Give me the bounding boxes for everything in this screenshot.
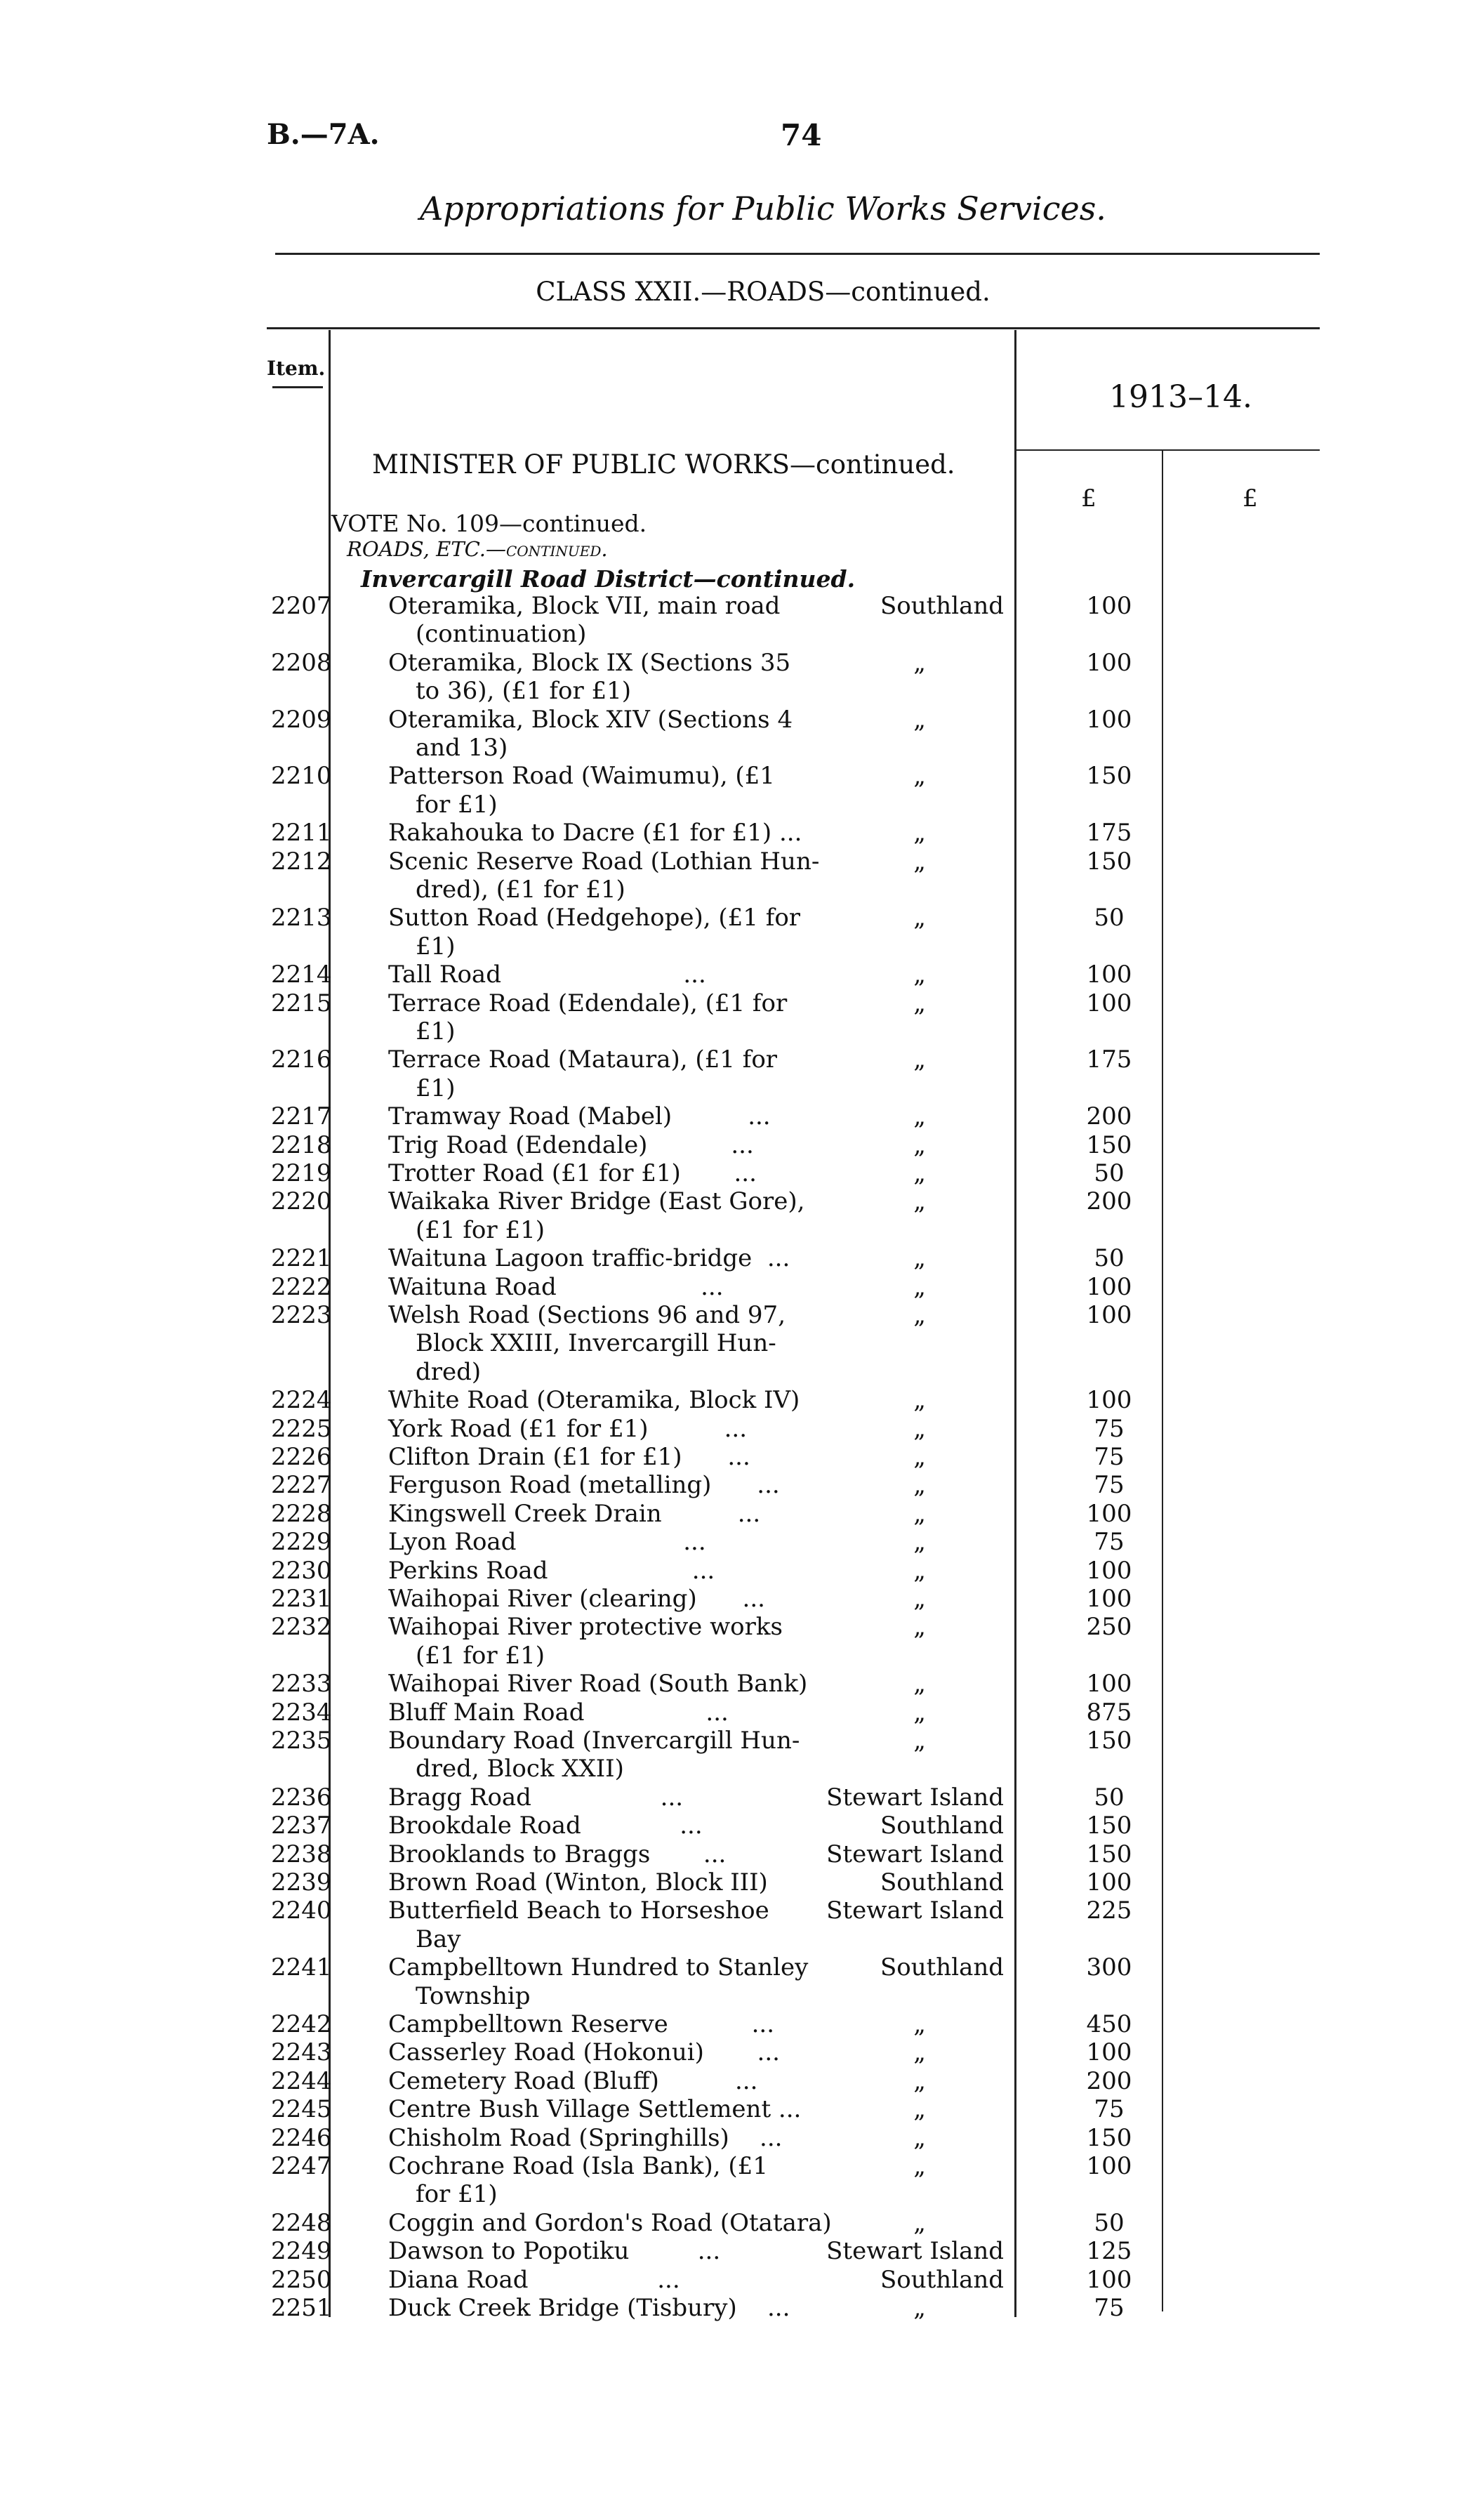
item-number: 2234 xyxy=(271,1698,332,1727)
item-amount: 100 xyxy=(1086,1301,1132,1329)
item-amount: 150 xyxy=(1086,2123,1132,2152)
item-district: „ xyxy=(913,1499,926,1528)
item-amount: 100 xyxy=(1086,1556,1132,1585)
table-row xyxy=(0,1045,1484,1102)
item-description: Perkins Road ... xyxy=(388,1556,715,1585)
item-description-continuation: £1) xyxy=(416,1017,456,1045)
item-amount: 200 xyxy=(1086,1187,1132,1216)
item-number: 2243 xyxy=(271,2038,332,2067)
item-number: 2224 xyxy=(271,1386,332,1415)
item-description: Dawson to Popotiku ... xyxy=(388,2237,721,2266)
class-heading: CLASS XXII.—ROADS—continued. xyxy=(536,277,991,307)
table-row xyxy=(0,1443,1484,1471)
item-description: Casserley Road (Hokonui) ... xyxy=(388,2038,780,2067)
item-number: 2250 xyxy=(271,2265,332,2294)
item-district: Southland xyxy=(880,1953,1004,1982)
item-description: Bragg Road ... xyxy=(388,1783,684,1812)
table-row xyxy=(0,2209,1484,2237)
item-number: 2219 xyxy=(271,1159,332,1187)
item-description: Oteramika, Block VII, main road xyxy=(388,592,781,620)
item-district: „ xyxy=(913,819,926,847)
item-number: 2227 xyxy=(271,1471,332,1500)
item-description: Bluff Main Road ... xyxy=(388,1698,729,1727)
table-row xyxy=(0,592,1484,649)
item-district: „ xyxy=(913,961,926,989)
item-district: „ xyxy=(913,2095,926,2124)
item-number: 2248 xyxy=(271,2208,332,2237)
item-district: „ xyxy=(913,2038,926,2067)
item-description-continuation: Bay xyxy=(416,1925,461,1953)
item-amount: 125 xyxy=(1086,2237,1132,2266)
item-number: 2220 xyxy=(271,1187,332,1216)
item-description: Tramway Road (Mabel) ... xyxy=(388,1102,771,1131)
item-number: 2231 xyxy=(271,1585,332,1613)
item-number: 2212 xyxy=(271,847,332,876)
item-number: 2239 xyxy=(271,1868,332,1896)
item-description: Waihopai River (clearing) ... xyxy=(388,1585,765,1613)
item-amount: 50 xyxy=(1094,904,1125,932)
item-description: White Road (Oteramika, Block IV) xyxy=(388,1386,800,1415)
pound-label-2: £ xyxy=(1243,484,1258,513)
item-description: Terrace Road (Edendale), (£1 for xyxy=(388,989,788,1017)
minister-heading: MINISTER OF PUBLIC WORKS—continued. xyxy=(372,449,955,480)
item-description: Patterson Road (Waimumu), (£1 xyxy=(388,762,775,791)
item-district: „ xyxy=(913,1244,926,1273)
item-amount: 150 xyxy=(1086,1812,1132,1840)
item-description: Waihopai River Road (South Bank) xyxy=(388,1670,808,1698)
item-number: 2226 xyxy=(271,1443,332,1471)
year-column-header: 1913–14. xyxy=(1109,379,1252,415)
item-amount: 50 xyxy=(1094,1159,1125,1187)
item-amount: 100 xyxy=(1086,1868,1132,1896)
item-district: Stewart Island xyxy=(826,1896,1004,1925)
item-description-continuation: Block XXIII, Invercargill Hun- xyxy=(416,1329,776,1358)
item-description-continuation: (£1 for £1) xyxy=(416,1215,545,1244)
item-district: Stewart Island xyxy=(826,1783,1004,1812)
item-number: 2216 xyxy=(271,1045,332,1074)
item-description-continuation: to 36), (£1 for £1) xyxy=(416,677,632,706)
item-description-continuation: dred) xyxy=(416,1357,482,1386)
table-row xyxy=(0,1500,1484,1528)
item-district: „ xyxy=(913,1670,926,1698)
item-district: Southland xyxy=(880,592,1004,620)
item-district: „ xyxy=(913,762,926,791)
item-description: Scenic Reserve Road (Lothian Hun- xyxy=(388,847,820,876)
table-row xyxy=(0,1585,1484,1613)
table-row xyxy=(0,1613,1484,1670)
item-district: „ xyxy=(913,1414,926,1443)
item-description: Waikaka River Bridge (East Gore), xyxy=(388,1187,805,1216)
item-number: 2229 xyxy=(271,1528,332,1557)
table-row xyxy=(0,1131,1484,1159)
page-number: 74 xyxy=(781,118,822,152)
item-number: 2235 xyxy=(271,1727,332,1755)
item-amount: 250 xyxy=(1086,1613,1132,1642)
item-district: „ xyxy=(913,705,926,734)
item-district: Southland xyxy=(880,1812,1004,1840)
item-description: Welsh Road (Sections 96 and 97, xyxy=(388,1301,786,1329)
title-rule xyxy=(275,253,1320,255)
table-row xyxy=(0,819,1484,847)
item-number: 2251 xyxy=(271,2294,332,2322)
item-description-continuation: Township xyxy=(416,1981,531,2010)
item-amount: 175 xyxy=(1086,1045,1132,1074)
item-number: 2240 xyxy=(271,1896,332,1925)
item-amount: 100 xyxy=(1086,1386,1132,1415)
item-number: 2210 xyxy=(271,762,332,791)
item-district: Southland xyxy=(880,2265,1004,2294)
item-amount: 150 xyxy=(1086,1840,1132,1868)
item-amount: 100 xyxy=(1086,592,1132,620)
item-amount: 100 xyxy=(1086,705,1132,734)
item-district: „ xyxy=(913,1556,926,1585)
item-district: „ xyxy=(913,1386,926,1415)
item-number: 2223 xyxy=(271,1301,332,1329)
item-number: 2217 xyxy=(271,1102,332,1131)
item-description: Campbelltown Hundred to Stanley xyxy=(388,1953,809,1982)
table-row xyxy=(0,2124,1484,2152)
item-amount: 75 xyxy=(1094,1471,1125,1500)
table-row xyxy=(0,1670,1484,1698)
table-row xyxy=(0,2038,1484,2066)
table-row xyxy=(0,1727,1484,1783)
item-number: 2222 xyxy=(271,1272,332,1301)
item-district: „ xyxy=(913,2294,926,2322)
table-row xyxy=(0,1557,1484,1585)
table-row xyxy=(0,1868,1484,1896)
table-row xyxy=(0,1953,1484,2010)
item-amount: 50 xyxy=(1094,1783,1125,1812)
item-description: Waihopai River protective works xyxy=(388,1613,783,1642)
item-amount: 75 xyxy=(1094,1414,1125,1443)
item-description: Rakahouka to Dacre (£1 for £1) ... xyxy=(388,819,802,847)
table-row xyxy=(0,989,1484,1046)
item-amount: 225 xyxy=(1086,1896,1132,1925)
item-district: „ xyxy=(913,847,926,876)
roads-heading: ROADS, ETC.—continued. xyxy=(347,537,608,561)
item-amount: 100 xyxy=(1086,2265,1132,2294)
item-description: Brown Road (Winton, Block III) xyxy=(388,1868,768,1896)
table-row xyxy=(0,2237,1484,2265)
item-district: „ xyxy=(913,1613,926,1642)
table-row xyxy=(0,2152,1484,2209)
table-row xyxy=(0,706,1484,763)
item-description: Centre Bush Village Settlement ... xyxy=(388,2095,802,2124)
item-number: 2221 xyxy=(271,1244,332,1273)
item-number: 2249 xyxy=(271,2237,332,2266)
item-description: Clifton Drain (£1 for £1) ... xyxy=(388,1443,750,1471)
table-row xyxy=(0,1301,1484,1386)
item-description: Duck Creek Bridge (Tisbury) ... xyxy=(388,2294,790,2322)
table-top-rule xyxy=(267,327,1320,329)
item-amount: 50 xyxy=(1094,2208,1125,2237)
item-district: „ xyxy=(913,2066,926,2095)
item-district: „ xyxy=(913,1471,926,1500)
table-row xyxy=(0,904,1484,961)
item-number: 2237 xyxy=(271,1812,332,1840)
table-row xyxy=(0,2067,1484,2095)
item-description: Cochrane Road (Isla Bank), (£1 xyxy=(388,2152,768,2180)
item-description: Lyon Road ... xyxy=(388,1528,706,1557)
item-amount: 100 xyxy=(1086,961,1132,989)
item-amount: 100 xyxy=(1086,989,1132,1017)
table-row xyxy=(0,1812,1484,1840)
item-description: Brooklands to Braggs ... xyxy=(388,1840,727,1868)
item-amount: 175 xyxy=(1086,819,1132,847)
item-amount: 100 xyxy=(1086,1499,1132,1528)
table-row xyxy=(0,1528,1484,1556)
item-description-continuation: dred), (£1 for £1) xyxy=(416,875,625,904)
item-amount: 100 xyxy=(1086,1272,1132,1301)
table-row xyxy=(0,2294,1484,2322)
item-district: „ xyxy=(913,1528,926,1557)
item-number: 2236 xyxy=(271,1783,332,1812)
item-district: „ xyxy=(913,648,926,677)
item-district: „ xyxy=(913,989,926,1017)
item-column-header: Item. xyxy=(267,357,326,380)
item-description: Terrace Road (Mataura), (£1 for xyxy=(388,1045,778,1074)
table-row xyxy=(0,1471,1484,1499)
item-description: Sutton Road (Hedgehope), (£1 for xyxy=(388,904,801,932)
item-number: 2225 xyxy=(271,1414,332,1443)
item-district: „ xyxy=(913,1698,926,1727)
item-description-continuation: and 13) xyxy=(416,733,508,762)
item-description: Butterfield Beach to Horseshoe xyxy=(388,1896,769,1925)
item-amount: 150 xyxy=(1086,762,1132,791)
item-description: Oteramika, Block XIV (Sections 4 xyxy=(388,705,793,734)
item-amount: 300 xyxy=(1086,1953,1132,1982)
table-row xyxy=(0,1698,1484,1727)
item-amount: 75 xyxy=(1094,2095,1125,2124)
table-row xyxy=(0,1273,1484,1301)
item-underline xyxy=(272,386,323,388)
table-row xyxy=(0,1840,1484,1868)
item-district: „ xyxy=(913,1045,926,1074)
item-description-continuation: (£1 for £1) xyxy=(416,1641,545,1670)
item-district: „ xyxy=(913,2010,926,2038)
item-district: Stewart Island xyxy=(826,2237,1004,2266)
item-number: 2245 xyxy=(271,2095,332,2124)
item-description-continuation: for £1) xyxy=(416,2180,498,2209)
item-number: 2241 xyxy=(271,1953,332,1982)
table-row xyxy=(0,1187,1484,1244)
item-amount: 100 xyxy=(1086,2038,1132,2067)
item-description-continuation: £1) xyxy=(416,932,456,961)
item-district: „ xyxy=(913,1272,926,1301)
item-description: Chisholm Road (Springhills) ... xyxy=(388,2123,783,2152)
item-district: „ xyxy=(913,2123,926,2152)
item-amount: 100 xyxy=(1086,2152,1132,2180)
table-row xyxy=(0,847,1484,904)
item-district: Stewart Island xyxy=(826,1840,1004,1868)
item-number: 2209 xyxy=(271,705,332,734)
item-description: Trig Road (Edendale) ... xyxy=(388,1130,754,1159)
item-number: 2233 xyxy=(271,1670,332,1698)
item-district: „ xyxy=(913,1159,926,1187)
item-amount: 75 xyxy=(1094,1528,1125,1557)
item-amount: 100 xyxy=(1086,1585,1132,1613)
item-description-continuation: for £1) xyxy=(416,790,498,819)
item-description: Cemetery Road (Bluff) ... xyxy=(388,2066,758,2095)
item-amount: 50 xyxy=(1094,1244,1125,1273)
item-number: 2230 xyxy=(271,1556,332,1585)
item-description: Brookdale Road ... xyxy=(388,1812,703,1840)
item-district: „ xyxy=(913,1301,926,1329)
district-heading: Invercargill Road District—continued. xyxy=(361,565,856,593)
item-description: Ferguson Road (metalling) ... xyxy=(388,1471,780,1500)
item-district: „ xyxy=(913,2152,926,2180)
table-row xyxy=(0,1159,1484,1187)
item-district: „ xyxy=(913,1443,926,1471)
table-row xyxy=(0,2095,1484,2123)
item-district: „ xyxy=(913,1102,926,1131)
table-row xyxy=(0,1896,1484,1953)
item-description: Diana Road ... xyxy=(388,2265,680,2294)
item-description: Tall Road ... xyxy=(388,961,706,989)
item-district: „ xyxy=(913,1187,926,1216)
item-description-continuation: £1) xyxy=(416,1074,456,1102)
item-number: 2218 xyxy=(271,1130,332,1159)
item-number: 2228 xyxy=(271,1499,332,1528)
vote-heading: VOTE No. 109—continued. xyxy=(331,510,647,537)
table-row xyxy=(0,649,1484,706)
table-row xyxy=(0,762,1484,819)
table-row xyxy=(0,1102,1484,1130)
item-description-continuation: (continuation) xyxy=(416,620,587,649)
table-row xyxy=(0,1386,1484,1414)
item-amount: 75 xyxy=(1094,2294,1125,2322)
item-number: 2242 xyxy=(271,2010,332,2038)
item-description: Trotter Road (£1 for £1) ... xyxy=(388,1159,757,1187)
report-reference: B.—7A. xyxy=(267,118,380,151)
item-number: 2208 xyxy=(271,648,332,677)
item-description: Oteramika, Block IX (Sections 35 xyxy=(388,648,791,677)
table-row xyxy=(0,961,1484,989)
item-amount: 75 xyxy=(1094,1443,1125,1471)
item-amount: 100 xyxy=(1086,648,1132,677)
item-amount: 150 xyxy=(1086,1130,1132,1159)
item-amount: 200 xyxy=(1086,1102,1132,1131)
item-district: „ xyxy=(913,1585,926,1613)
item-amount: 150 xyxy=(1086,847,1132,876)
item-description: Waituna Lagoon traffic-bridge ... xyxy=(388,1244,790,1273)
item-amount: 875 xyxy=(1086,1698,1132,1727)
item-district: „ xyxy=(913,2208,926,2237)
item-description: Coggin and Gordon's Road (Otatara) xyxy=(388,2208,832,2237)
item-district: „ xyxy=(913,904,926,932)
item-description: York Road (£1 for £1) ... xyxy=(388,1414,748,1443)
item-number: 2247 xyxy=(271,2152,332,2180)
item-number: 2238 xyxy=(271,1840,332,1868)
item-amount: 100 xyxy=(1086,1670,1132,1698)
year-rule xyxy=(1016,449,1320,451)
item-number: 2207 xyxy=(271,592,332,620)
item-description: Boundary Road (Invercargill Hun- xyxy=(388,1727,800,1755)
item-number: 2244 xyxy=(271,2066,332,2095)
item-description-continuation: dred, Block XXII) xyxy=(416,1755,624,1783)
table-row xyxy=(0,2010,1484,2038)
table-row xyxy=(0,1244,1484,1272)
item-amount: 150 xyxy=(1086,1727,1132,1755)
item-number: 2232 xyxy=(271,1613,332,1642)
item-district: Southland xyxy=(880,1868,1004,1896)
table-row xyxy=(0,2266,1484,2294)
item-amount: 450 xyxy=(1086,2010,1132,2038)
page-title: Appropriations for Public Works Services. xyxy=(420,190,1106,227)
item-district: „ xyxy=(913,1130,926,1159)
table-row xyxy=(0,1783,1484,1812)
item-district: „ xyxy=(913,1727,926,1755)
item-amount: 200 xyxy=(1086,2066,1132,2095)
item-number: 2214 xyxy=(271,961,332,989)
item-description: Campbelltown Reserve ... xyxy=(388,2010,775,2038)
pound-label-1: £ xyxy=(1081,484,1097,513)
item-number: 2246 xyxy=(271,2123,332,2152)
table-row xyxy=(0,1415,1484,1443)
item-number: 2211 xyxy=(271,819,332,847)
item-number: 2213 xyxy=(271,904,332,932)
item-number: 2215 xyxy=(271,989,332,1017)
item-description: Kingswell Creek Drain ... xyxy=(388,1499,761,1528)
item-description: Waituna Road ... xyxy=(388,1272,724,1301)
